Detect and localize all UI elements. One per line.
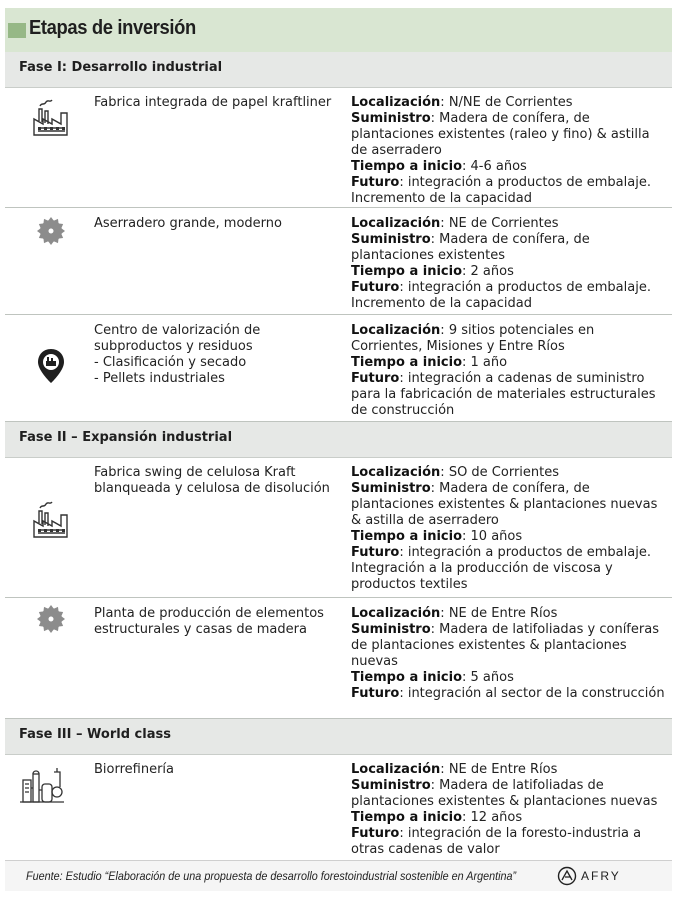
location-value: 9 sitios potenciales en Corrientes, Misiones y Entre Ríos — [351, 323, 595, 354]
start-time-label: Tiempo a inicio — [351, 529, 463, 544]
location-pin-icon — [30, 345, 72, 387]
phase-header-1 — [5, 52, 672, 88]
location-value: N/NE de Corrientes — [448, 95, 573, 110]
location-line: Localización: NE de Entre Ríos — [351, 762, 558, 777]
biorefinery-icon — [18, 762, 66, 806]
location-label: Localización — [351, 465, 441, 480]
supply-value: Madera de latifoliadas y coníferas de plantaciones existentes & plantaciones nuevas — [351, 622, 659, 669]
location-value: NE de Entre Ríos — [448, 606, 558, 621]
location-label: Localización — [351, 606, 441, 621]
future-label: Futuro — [351, 545, 400, 560]
project-row — [5, 315, 672, 422]
future-label: Futuro — [351, 175, 400, 190]
page-title: Etapas de inversión — [29, 17, 196, 39]
project-row — [5, 208, 672, 315]
start-time-value: 5 años — [470, 670, 514, 685]
factory-icon — [30, 97, 72, 139]
phase-title: Fase III – World class — [19, 727, 171, 742]
project-row — [5, 598, 672, 719]
location-label: Localización — [351, 216, 441, 231]
location-value: NE de Corrientes — [448, 216, 559, 231]
location-value: NE de Entre Ríos — [448, 762, 558, 777]
future-line: Futuro: integración al sector de la construcción — [351, 686, 665, 701]
location-label: Localización — [351, 762, 441, 777]
future-line: Futuro: integración a productos de embalaje. Incremento de la capacidad — [351, 175, 651, 206]
title-bar — [5, 8, 672, 52]
location-label: Localización — [351, 95, 441, 110]
future-line: Futuro: integración de la foresto-industria a otras cadenas de valor — [351, 826, 642, 857]
project-row — [5, 754, 672, 859]
project-name: Biorrefinería — [94, 762, 175, 777]
start-time-value: 4-6 años — [470, 159, 527, 174]
start-time-label: Tiempo a inicio — [351, 810, 463, 825]
supply-line: Suministro: Madera de latifoliadas y coníferas de plantaciones existentes & plantaciones nuevas — [351, 622, 659, 669]
project-name: Fabrica integrada de papel kraftliner — [94, 95, 332, 110]
phase-title: Fase I: Desarrollo industrial — [19, 60, 223, 75]
future-value: integración a productos de embalaje. Incremento de la capacidad — [351, 175, 651, 206]
phase-title: Fase II – Expansión industrial — [19, 430, 233, 445]
supply-value: Madera de conífera, de plantaciones existentes & plantaciones nuevas & astilla de aserradero — [351, 481, 658, 528]
future-label: Futuro — [351, 371, 400, 386]
future-label: Futuro — [351, 280, 400, 295]
future-value: integración al sector de la construcción — [407, 686, 665, 701]
afry-wordmark: AFRY — [581, 869, 621, 883]
project-details — [351, 606, 669, 702]
start-time-line: Tiempo a inicio: 2 años — [351, 264, 514, 279]
project-name: Aserradero grande, moderno — [94, 216, 282, 231]
afry-logo-icon — [557, 866, 577, 886]
start-time-value: 1 año — [470, 355, 508, 370]
supply-line: Suministro: Madera de conífera, de plantaciones existentes — [351, 232, 590, 263]
start-time-label: Tiempo a inicio — [351, 264, 463, 279]
location-line: Localización: SO de Corrientes — [351, 465, 560, 480]
future-line: Futuro: integración a productos de embalaje. Integración a la producción de viscosa y productos textiles — [351, 545, 651, 592]
future-value: integración a productos de embalaje. Incremento de la capacidad — [351, 280, 651, 311]
project-name: Fabrica swing de celulosa Kraft blanqueada y celulosa de disolución — [94, 465, 330, 496]
start-time-label: Tiempo a inicio — [351, 355, 463, 370]
supply-line: Suministro: Madera de conífera, de plantaciones existentes & plantaciones nuevas & astilla de aserradero — [351, 481, 658, 528]
project-name: Centro de valorización de subproductos y residuos — [94, 323, 261, 354]
start-time-label: Tiempo a inicio — [351, 159, 463, 174]
saw-blade-icon — [30, 210, 72, 252]
supply-line: Suministro: Madera de conífera, de plantaciones existentes (raleo y fino) & astilla de aserradero — [351, 111, 650, 158]
project-name: Planta de producción de elementos estructurales y casas de madera — [94, 606, 324, 637]
start-time-line: Tiempo a inicio: 5 años — [351, 670, 514, 685]
start-time-line: Tiempo a inicio: 1 año — [351, 355, 508, 370]
start-time-label: Tiempo a inicio — [351, 670, 463, 685]
start-time-value: 10 años — [470, 529, 523, 544]
future-value: integración a cadenas de suministro para la fabricación de materiales estructurales de construcción — [351, 371, 656, 418]
project-details — [351, 465, 669, 593]
location-line: Localización: 9 sitios potenciales en Corrientes, Misiones y Entre Ríos — [351, 323, 595, 354]
project-details — [351, 216, 669, 312]
project-bullet: - Pellets industriales — [94, 371, 225, 386]
location-line: Localización: N/NE de Corrientes — [351, 95, 573, 110]
future-label: Futuro — [351, 686, 400, 701]
supply-label: Suministro — [351, 778, 431, 793]
supply-label: Suministro — [351, 232, 431, 247]
start-time-value: 2 años — [470, 264, 514, 279]
future-value: integración a productos de embalaje. Integración a la producción de viscosa y productos textiles — [351, 545, 651, 592]
title-accent-mark — [8, 23, 26, 38]
start-time-line: Tiempo a inicio: 12 años — [351, 810, 523, 825]
supply-label: Suministro — [351, 622, 431, 637]
start-time-value: 12 años — [470, 810, 523, 825]
future-line: Futuro: integración a productos de embalaje. Incremento de la capacidad — [351, 280, 651, 311]
location-line: Localización: NE de Corrientes — [351, 216, 559, 231]
supply-value: Madera de conífera, de plantaciones existentes — [351, 232, 590, 263]
supply-label: Suministro — [351, 481, 431, 496]
project-details — [351, 95, 669, 207]
future-label: Futuro — [351, 826, 400, 841]
location-line: Localización: NE de Entre Ríos — [351, 606, 558, 621]
supply-value: Madera de latifoliadas de plantaciones existentes & plantaciones nuevas — [351, 778, 658, 809]
project-details — [351, 323, 669, 419]
future-line: Futuro: integración a cadenas de suministro para la fabricación de materiales estructurales de construcción — [351, 371, 656, 418]
start-time-line: Tiempo a inicio: 4-6 años — [351, 159, 527, 174]
project-bullet: - Clasificación y secado — [94, 355, 247, 370]
location-label: Localización — [351, 323, 441, 338]
supply-label: Suministro — [351, 111, 431, 126]
factory-icon — [30, 499, 72, 541]
project-name-block — [94, 323, 334, 387]
phase-header-2 — [5, 422, 672, 458]
location-value: SO de Corrientes — [448, 465, 560, 480]
source-note: Fuente: Estudio “Elaboración de una propuesta de desarrollo forestoindustrial sostenible en Argentina” — [26, 869, 517, 883]
start-time-line: Tiempo a inicio: 10 años — [351, 529, 523, 544]
saw-blade-icon — [30, 598, 72, 640]
project-row — [5, 457, 672, 598]
supply-line: Suministro: Madera de latifoliadas de plantaciones existentes & plantaciones nuevas — [351, 778, 658, 809]
supply-value: Madera de conífera, de plantaciones existentes (raleo y fino) & astilla de aserradero — [351, 111, 650, 158]
footer — [5, 860, 672, 891]
phase-header-3 — [5, 719, 672, 755]
future-value: integración de la foresto-industria a otras cadenas de valor — [351, 826, 642, 857]
project-row — [5, 87, 672, 208]
project-details — [351, 762, 669, 858]
afry-logo — [557, 865, 637, 887]
